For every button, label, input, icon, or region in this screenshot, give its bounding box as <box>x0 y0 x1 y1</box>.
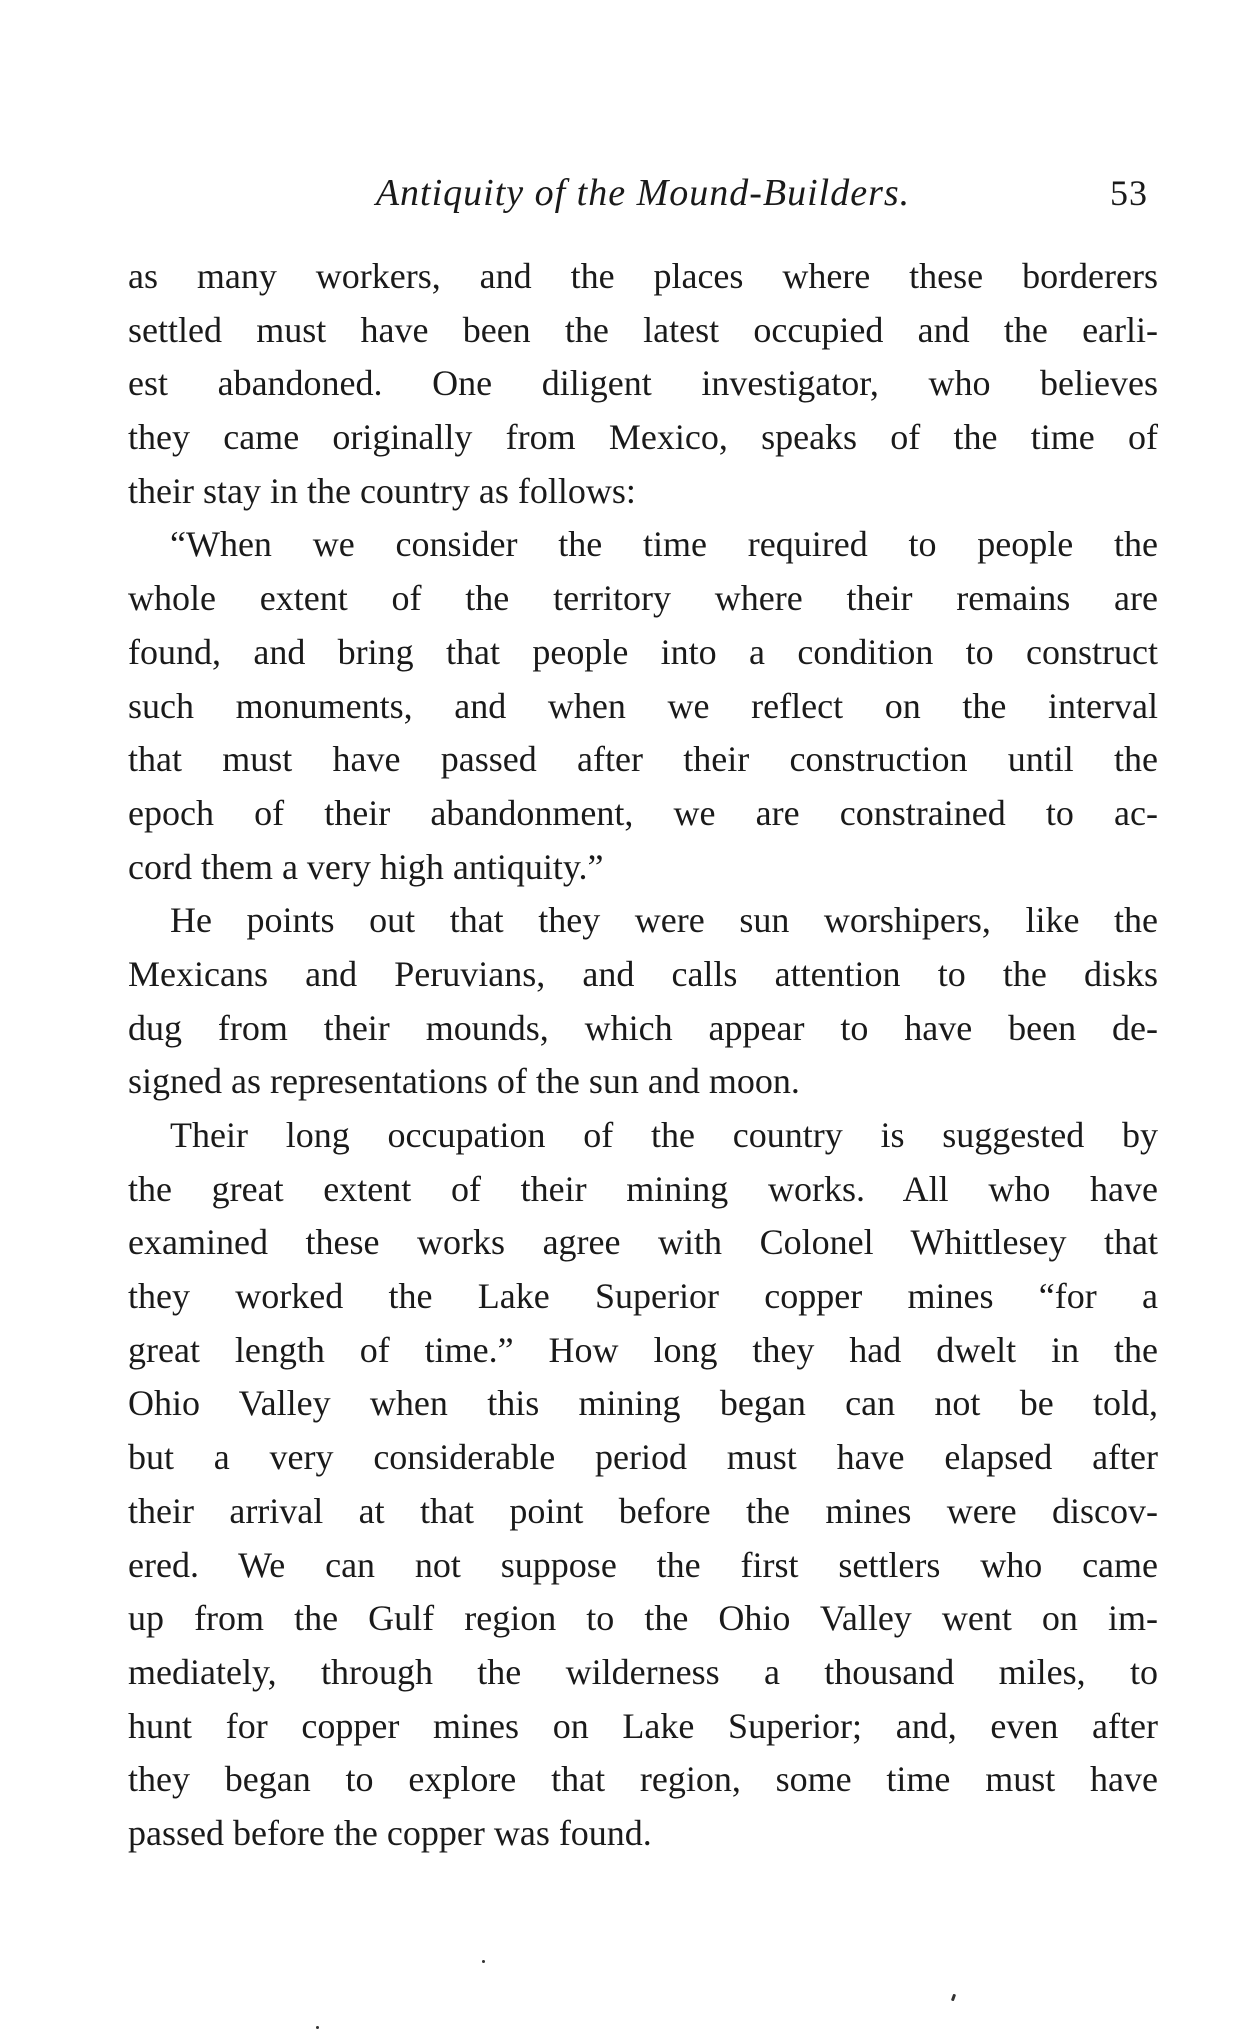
text-line: up from the Gulf region to the Ohio Valley went on im- <box>128 1598 1158 1639</box>
paper-speck <box>316 2026 319 2029</box>
paper-speck <box>482 1960 485 1963</box>
text-line: that must have passed after their construction until the <box>128 739 1158 780</box>
text-line: as many workers, and the places where these borderers <box>128 256 1158 296</box>
text-line: est abandoned. One diligent investigator, who believes <box>128 363 1158 404</box>
text-line: but a very considerable period must have elapsed after <box>128 1437 1158 1478</box>
text-line: they began to explore that region, some time must have <box>128 1759 1158 1800</box>
text-line: the great extent of their mining works. All who have <box>128 1168 1158 1209</box>
text-line: they came originally from Mexico, speaks of the time of <box>128 417 1158 458</box>
body-text <box>128 250 1158 1861</box>
text-line: great length of time.” How long they had dwelt in the <box>128 1329 1158 1370</box>
text-line: such monuments, and when we reflect on the interval <box>128 685 1158 726</box>
text-line: mediately, through the wilderness a thousand miles, to <box>128 1651 1158 1692</box>
paper-speck <box>951 1994 956 2002</box>
text-line: cord them a very high antiquity.” <box>128 846 604 887</box>
text-line: passed before the copper was found. <box>128 1812 652 1853</box>
text-line: signed as representations of the sun and moon. <box>128 1061 800 1102</box>
text-line: examined these works agree with Colonel Whittlesey that <box>128 1222 1158 1263</box>
running-head <box>128 168 1158 218</box>
text-line: dug from their mounds, which appear to have been de- <box>128 1007 1158 1048</box>
text-line: “When we consider the time required to people the <box>170 524 1158 565</box>
text-line: epoch of their abandonment, we are constrained to ac- <box>128 792 1158 833</box>
text-line: whole extent of the territory where their remains are <box>128 578 1158 619</box>
page-number: 53 <box>1110 173 1148 213</box>
text-line: hunt for copper mines on Lake Superior; and, even after <box>128 1705 1158 1746</box>
text-line: Ohio Valley when this mining began can not be told, <box>128 1383 1158 1424</box>
text-line: found, and bring that people into a condition to construct <box>128 631 1158 672</box>
text-line: they worked the Lake Superior copper mines “for a <box>128 1276 1158 1317</box>
text-line: Their long occupation of the country is suggested by <box>170 1115 1158 1155</box>
text-line: ered. We can not suppose the first settlers who came <box>128 1544 1158 1585</box>
running-title: Antiquity of the Mound-Builders. <box>375 172 911 214</box>
text-line: He points out that they were sun worshipers, like the <box>170 900 1158 941</box>
text-line: Mexicans and Peruvians, and calls attention to the disks <box>128 953 1158 994</box>
text-line: settled must have been the latest occupied and the earli- <box>128 309 1158 350</box>
text-line: their arrival at that point before the mines were discov- <box>128 1490 1158 1531</box>
text-line: their stay in the country as follows: <box>128 470 636 511</box>
